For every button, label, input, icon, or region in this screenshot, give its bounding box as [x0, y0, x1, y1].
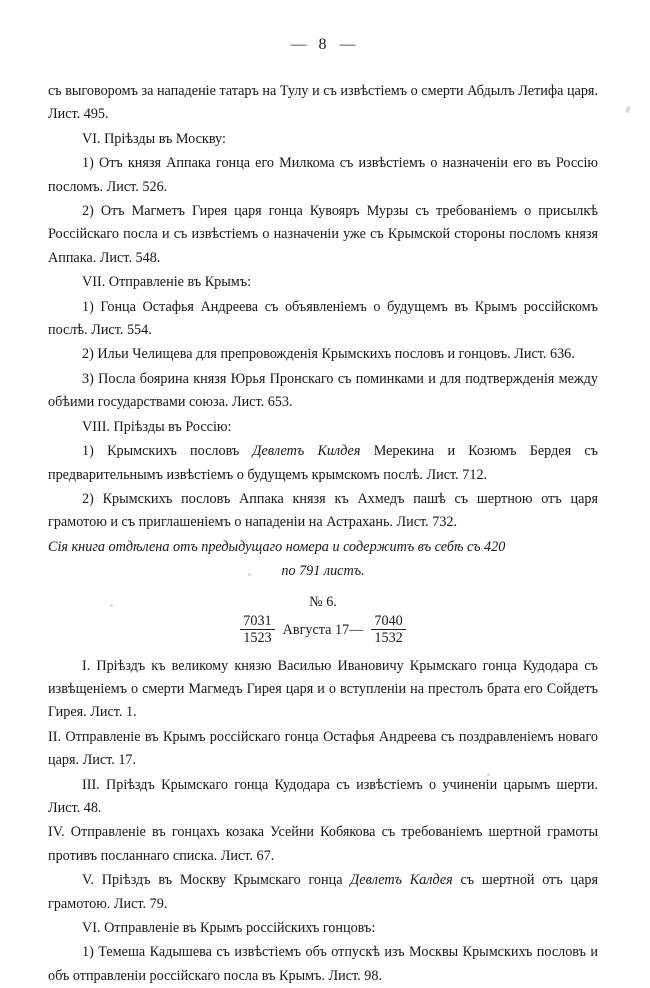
item-v-text-a: V. Пріѣздъ въ Москву Крымскаго гонца — [82, 872, 351, 889]
date-range — [48, 613, 598, 647]
item-iv: IV. Отправленіе въ гонцахъ козака Усейни Кобякова съ требованіемъ шертной грамоты противъ посланнаго списка. Лист. 67. — [48, 824, 598, 864]
heading-section-vi: VI. Пріѣзды въ Москву: — [82, 130, 226, 147]
item-viii-1 — [48, 440, 598, 487]
date-right-denominator: 1532 — [371, 629, 405, 647]
item-vii-3: 3) Посла боярина князя Юрья Пронскаго съ поминками и для подтвержденія между обѣими государствами союза. Лист. 653. — [48, 370, 598, 411]
item-vi-2: 2) Отъ Магметъ Гирея царя гонца Кувояръ Мурзы съ требованіемъ о присылкѣ Россійскаго посла и съ извѣстіемъ о назначеніи уже съ Крымской стороны посломъ князя Аппака. Лист. 548. — [48, 203, 598, 266]
item-viii-1-text-b: Мерекина и Козюмъ Бердея съ предварительнымъ извѣстіемъ о будущемъ крымскомъ послѣ. Лист. 712. — [48, 443, 598, 483]
item-v-name: Девлетъ Калдея — [350, 872, 453, 889]
heading-section-viii: VIII. Пріѣзды въ Россію: — [82, 418, 232, 435]
date-left-fraction — [240, 613, 274, 647]
date-middle-label: Августа 17— — [282, 622, 364, 639]
item-vi-1: 1) Отъ князя Аппака гонца его Милкома съ извѣстіемъ о назначеніи его въ Россію посломъ. Лист. 526. — [48, 155, 598, 195]
paragraph-intro: съ выговоромъ за нападеніе татаръ на Тулу и съ извѣстіемъ о смерти Абдылъ Летифа царя. Лист. 495. — [48, 83, 598, 123]
item-v — [48, 869, 598, 916]
heading-section-vi-second: VI. Отправленіе въ Крымъ россійскихъ гонцовъ: — [82, 920, 376, 936]
paper-speck — [625, 106, 631, 114]
item-viii-2: 2) Крымскихъ пословъ Аппака князя къ Ахмедъ пашѣ съ шертною отъ царя грамотою и съ приглашеніемъ о нападеніи на Астрахань. Лист. 732. — [48, 490, 598, 531]
item-viii-1-text-a: 1) Крымскихъ пословъ — [82, 443, 253, 460]
page-number — [48, 36, 598, 54]
paper-speck — [487, 773, 490, 776]
editorial-note-line-1: Сія книга отдѣлена отъ предыдущаго номера и содержитъ въ себѣ съ 420 — [48, 538, 506, 555]
item-ii: II. Отправленіе въ Крымъ россійскаго гонца Остафья Андреева съ поздравленіемъ новаго царя. Лист. 17. — [48, 728, 598, 769]
editorial-note-line-2: по 791 листъ. — [281, 563, 365, 580]
item-vi2-1: 1) Темеша Кадышева съ извѣстіемъ объ отпускѣ изъ Москвы Крымскихъ пословъ и объ отправленіи россійскаго посла въ Крымъ. Лист. 98. — [48, 944, 598, 984]
paper-speck — [110, 604, 113, 607]
page-number-dash-left: — — [290, 36, 307, 53]
item-viii-1-name: Девлетъ Килдея — [252, 443, 361, 460]
paper-speck — [248, 573, 251, 576]
item-v-text-b: съ шертной отъ царя грамотою. Лист. 79. — [48, 872, 598, 912]
section-number: № 6. — [309, 593, 337, 610]
item-vii-2: 2) Ильи Челищева для препровожденія Крымскихъ пословъ и гонцовъ. Лист. 636. — [82, 346, 575, 363]
date-right-numerator: 7040 — [374, 612, 403, 629]
page-number-value: 8 — [318, 36, 328, 53]
heading-section-vii: VII. Отправленіе въ Крымъ: — [82, 274, 252, 291]
page-number-dash-right: — — [339, 36, 356, 53]
date-left-numerator: 7031 — [243, 612, 272, 629]
item-iii: III. Пріѣздъ Крымскаго гонца Кудодара съ извѣстіемъ о учиненіи царымъ шерти. Лист. 48. — [48, 776, 598, 816]
date-left-denominator: 1523 — [240, 629, 274, 647]
item-i: I. Пріѣздъ къ великому князю Василью Ивановичу Крымскаго гонца Кудодара съ извѣщеніемъ о смерти Магмедъ Гирея царя и о вступленіи на престолъ брата его Сойдетъ Гирея. Лист. 1. — [48, 657, 598, 721]
date-right-fraction — [371, 613, 405, 647]
item-vii-1: 1) Гонца Остафья Андреева съ объявленіемъ о будущемъ въ Крымъ россійскомъ послѣ. Лист. 554. — [48, 298, 598, 339]
